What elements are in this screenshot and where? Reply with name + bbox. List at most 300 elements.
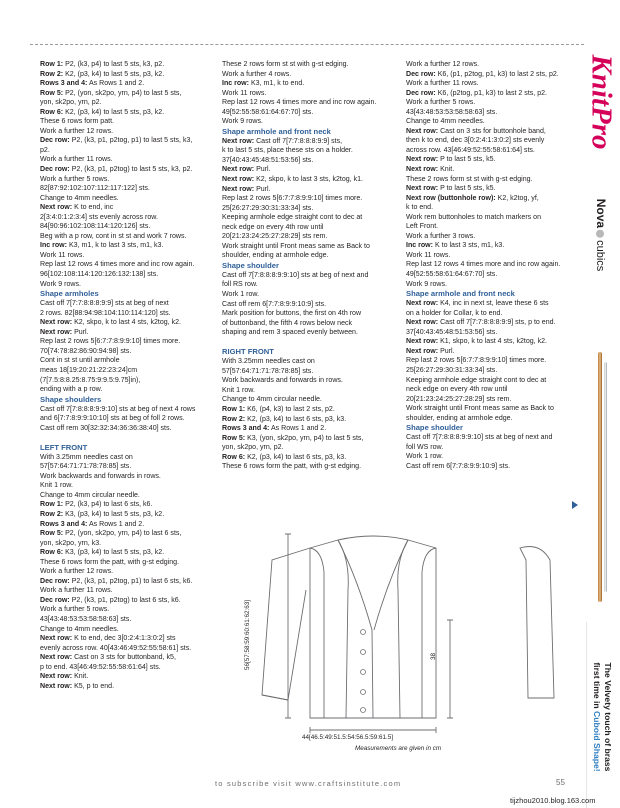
instruction-line	[222, 232, 394, 242]
brand-logo	[586, 32, 616, 172]
row-text: Cast off 7[7:8:8:8:9:9:10] sts at beg of next and	[222, 271, 369, 279]
row-text: Work 11 rows.	[40, 251, 85, 259]
instruction-line	[40, 567, 210, 577]
instruction-line	[40, 98, 210, 108]
row-text: K4, inc in next st, leave these 6 sts	[438, 300, 549, 308]
row-text: Work a further 12 rows.	[40, 568, 114, 576]
row-text: Cast off rem 6[7:7:8:9:9:10:9] sts.	[406, 462, 511, 470]
row-text: ending with a p row.	[40, 386, 103, 394]
row-text: Work a further 5 rows.	[40, 606, 110, 614]
row-text: K2, k2tog, yf,	[495, 194, 539, 202]
row-text: yon, sk2po, yrn, p2.	[222, 444, 284, 452]
instruction-line	[406, 443, 584, 453]
instruction-line	[40, 318, 210, 328]
tagline-line-1: The Velvety touch of brass	[603, 662, 613, 772]
instruction-line	[40, 539, 210, 549]
row-text: Work backwards and forwards in rows.	[40, 472, 161, 480]
row-label: Next row:	[406, 127, 439, 135]
row-label: Dec row:	[40, 596, 70, 604]
knitting-needle-image-2	[604, 362, 607, 592]
row-text: 37[40:43:45:48:51:53:56] sts.	[222, 156, 314, 164]
knitting-needle-image	[598, 352, 602, 602]
instruction-line	[406, 251, 584, 261]
instruction-line	[222, 146, 394, 156]
row-text: Rep last 2 rows 5[6:7:7:8:9:9:10] times more.	[406, 357, 547, 365]
row-text: K2, skpo, k to last 4 sts, k2tog, k2.	[72, 319, 181, 327]
instruction-line	[406, 337, 584, 347]
width-label: 44[46.5:49:51.5:54:56.5:59:61.5]	[302, 734, 394, 741]
row-label: Row 1:	[222, 406, 246, 413]
row-label: Row 6:	[222, 453, 246, 461]
instruction-line	[40, 127, 210, 137]
row-text: Work straight until Front meas same as Back to	[222, 242, 370, 250]
row-text: on a holder for Collar, k to end.	[406, 309, 503, 317]
instruction-line	[222, 89, 394, 99]
row-text: neck edge on every 4th row until	[406, 386, 508, 394]
instruction-line	[406, 404, 584, 414]
instruction-line	[40, 260, 210, 270]
row-text: 37[40:43:45:48:51:53:56] sts.	[406, 328, 498, 336]
instruction-line	[222, 453, 394, 463]
instruction-line	[406, 127, 584, 137]
instruction-line	[406, 414, 584, 424]
instruction-line	[406, 222, 584, 232]
section-heading: Shape shoulder	[406, 423, 463, 433]
instruction-line	[406, 60, 584, 70]
instruction-line	[40, 299, 210, 309]
column-2	[222, 60, 394, 472]
instruction-line	[406, 395, 584, 405]
row-text: and 6[7:7:8:9:9:10:10] sts at beg of foll 2 rows.	[40, 415, 185, 423]
row-text: 2[3:4:0:1:2:3:4] sts evenly across row.	[40, 213, 158, 221]
row-text: Work a further 5 rows.	[406, 99, 476, 107]
button-2	[361, 650, 366, 655]
row-text: Beg with a p row, cont in st st and work 7 rows.	[40, 232, 187, 240]
row-text: 43[43:48:53:53:58:58:63] sts.	[40, 616, 132, 624]
instruction-line	[40, 241, 210, 251]
row-text: evenly across row. 40[43:46:49:52:55:58:61] sts.	[40, 644, 192, 652]
instruction-line	[406, 318, 584, 328]
row-text: These 2 rows form st st with g-st edging.	[406, 175, 533, 183]
row-text: 84[90:96:102:108:114:120:126] sts.	[40, 223, 151, 231]
row-text: K2, (p3, k4) to last 5 sts, p3, k2.	[63, 108, 165, 116]
row-text: 25[26:27:29:30:31:33:34] sts.	[222, 204, 314, 212]
instruction-line	[40, 117, 210, 127]
row-text: Work a further 5 rows.	[40, 175, 110, 183]
row-text: (7[7.5:8:8.25:8.75:9:9.5:9.75]in),	[40, 376, 141, 384]
instruction-line	[40, 194, 210, 204]
row-text: P2, (k3, p1, p2tog, p1) to last 6 sts, k6.	[69, 577, 193, 585]
instruction-line	[222, 98, 394, 108]
row-label: Next row:	[222, 137, 255, 145]
instruction-line	[40, 453, 210, 463]
row-text: K3, m1, k to end.	[249, 80, 305, 88]
row-text: K to end, dec 3[0:2:4:1:3:0:2] sts	[72, 635, 176, 643]
instruction-line	[222, 280, 394, 290]
instruction-line	[40, 615, 210, 625]
row-label: Row 5:	[40, 89, 64, 97]
row-text: K6, (p2tog, p1, k3) to last 2 sts, p2.	[435, 89, 548, 97]
row-text: Work 11 rows.	[406, 251, 451, 259]
instruction-line	[406, 79, 584, 89]
row-text: Rep last 2 rows 5[6:7:7:8:9:9:10] times more.	[222, 195, 363, 203]
row-label: Next row:	[406, 319, 439, 327]
row-label: Next row:	[222, 166, 255, 174]
row-text: P2, (k3, p4) to last 6 sts, k6.	[63, 501, 153, 509]
row-text: Change to 4mm needles.	[406, 118, 485, 126]
row-text: Work a further 3 rows.	[406, 232, 476, 240]
instruction-line	[222, 405, 394, 415]
instruction-line	[40, 280, 210, 290]
instruction-line	[40, 175, 210, 185]
row-label: Dec row:	[406, 89, 436, 97]
row-text: Knit 1 row.	[40, 482, 73, 490]
row-label: Rows 3 and 4:	[40, 520, 88, 528]
row-label: Inc row:	[406, 242, 434, 250]
instruction-line	[406, 270, 584, 280]
instruction-line	[40, 376, 210, 386]
row-text: K to last 3 sts, m1, k3.	[433, 242, 505, 250]
section-heading: Shape armhole and front neck	[222, 126, 331, 136]
row-text: As Rows 1 and 2.	[87, 80, 145, 88]
button-5	[361, 708, 366, 713]
instruction-line	[222, 462, 394, 472]
instruction-line	[40, 529, 210, 539]
row-label: Row 5:	[40, 530, 64, 538]
instruction-line	[40, 548, 210, 558]
instruction-line	[40, 481, 210, 491]
row-text: 2 rows. 82[88:94:98:104:110:114:120] sts.	[40, 309, 171, 317]
instruction-line	[222, 137, 394, 147]
row-text: K2, skpo, k to last 3 sts, k2tog, k1.	[254, 176, 363, 184]
instruction-line	[222, 395, 394, 405]
row-text: Change to 4mm needles.	[40, 625, 119, 633]
instruction-line	[406, 146, 584, 156]
row-text: Left Front.	[406, 223, 439, 231]
instruction-line	[222, 300, 394, 310]
row-text: Work 9 rows.	[406, 280, 447, 288]
row-label: Inc row:	[40, 242, 68, 250]
left-sleeve-outline	[262, 548, 310, 700]
instruction-line	[40, 634, 210, 644]
row-text: K3, (p3, k4) to last 5 sts, p3, k2.	[63, 549, 165, 557]
row-text: K3, (p3, k4) to last 5 sts, p3, k2.	[63, 511, 165, 519]
instruction-line	[40, 596, 210, 606]
instruction-line	[40, 337, 210, 347]
instruction-line	[222, 309, 394, 319]
row-text: P to last 5 sts, k5.	[438, 185, 496, 193]
row-text: 20[21:23:24:25:27:28:29] sts rem.	[406, 395, 512, 403]
subscribe-footer: to subscribe visit www.craftsinstitute.com	[215, 779, 402, 788]
instruction-line	[406, 194, 584, 204]
instruction-line	[40, 347, 210, 357]
row-text: yon, sk2po, yrn, p2.	[40, 99, 102, 107]
row-text: 49[52:55:58:61:64:67:70] sts.	[222, 108, 314, 116]
row-text: With 3.25mm needles cast on	[40, 453, 133, 461]
instruction-line	[222, 156, 394, 166]
button-3	[361, 670, 366, 675]
row-label: Row 6:	[40, 108, 64, 116]
row-label: Rows 3 and 4:	[222, 425, 270, 433]
instruction-line	[222, 415, 394, 425]
instruction-line	[406, 241, 584, 251]
instruction-line	[40, 270, 210, 280]
instruction-line	[222, 165, 394, 175]
section-heading: Shape armhole and front neck	[406, 289, 515, 299]
instruction-line	[406, 376, 584, 386]
row-text: Work a further 11 rows.	[40, 156, 113, 164]
row-label: Dec row:	[40, 577, 70, 585]
row-text: As Rows 1 and 2.	[87, 520, 145, 528]
row-label: Dec row:	[406, 70, 436, 78]
instruction-line	[40, 520, 210, 530]
button-4	[361, 690, 366, 695]
front-opening	[372, 630, 373, 718]
instruction-line	[40, 462, 210, 472]
spacer	[40, 433, 210, 443]
instruction-line	[40, 203, 210, 213]
instruction-line	[406, 165, 584, 175]
instruction-line	[406, 203, 584, 213]
row-text: P2, (k3, p1, p2tog) to last 6 sts, k6.	[69, 596, 181, 604]
instruction-line	[222, 213, 394, 223]
instruction-line	[40, 385, 210, 395]
cardigan-drawing	[250, 520, 570, 770]
left-front-outline	[310, 540, 348, 718]
row-text: Cast off 7[7:8:8:8:9:9:10] sts at beg of next and	[406, 434, 553, 442]
right-sleeve-outline	[520, 547, 554, 699]
row-text: 57[57:64:71:71:78:78:85] sts.	[40, 463, 132, 471]
instruction-line	[222, 60, 394, 70]
row-text: 43[43:48:53:53:58:58:63] sts.	[406, 108, 498, 116]
row-text: These 6 rows form the patt, with g-st edging.	[40, 558, 180, 566]
row-text: p2.	[40, 146, 50, 154]
row-label: Inc row:	[222, 80, 250, 88]
instruction-line	[40, 251, 210, 261]
instruction-line	[222, 434, 394, 444]
row-label: Next row:	[406, 156, 439, 164]
instruction-line	[406, 260, 584, 270]
row-text: Cast off 7[7:7:8:8:8:9:9] sts, p to end.	[438, 319, 556, 327]
instruction-line	[222, 443, 394, 453]
instruction-line	[40, 586, 210, 596]
instruction-line	[222, 328, 394, 338]
row-label: Next row:	[40, 635, 73, 643]
row-text: Work 1 row.	[222, 291, 260, 299]
row-text: Cast on 3 sts for buttonhole band,	[438, 127, 546, 135]
instruction-line	[222, 424, 394, 434]
button-1	[361, 630, 366, 635]
instruction-line	[222, 319, 394, 329]
row-text: These 2 rows form st st with g-st edging.	[222, 61, 349, 68]
series-cubics: cubics	[594, 240, 606, 272]
instruction-line	[222, 376, 394, 386]
row-text: Purl.	[254, 166, 271, 174]
instruction-line	[40, 472, 210, 482]
right-armhole	[422, 548, 436, 718]
instruction-line	[40, 79, 210, 89]
row-text: Rep last 12 rows 4 times more and inc row again.	[222, 99, 377, 107]
row-text: K2, (p3, k4) to last 5 sts, p3, k2.	[63, 70, 165, 78]
row-text: 20[21:23:24:25:27:28:29] sts rem.	[222, 233, 328, 241]
row-label: Next row:	[222, 176, 255, 184]
row-text: k to end.	[406, 204, 434, 212]
section-heading: RIGHT FRONT	[222, 347, 274, 357]
row-text: foll RS row.	[222, 281, 258, 289]
row-text: Work rem buttonholes to match markers on	[406, 213, 541, 221]
row-text: These 6 rows form the patt, with g-st edging.	[222, 463, 362, 471]
row-label: Next row:	[40, 682, 73, 690]
instruction-line	[40, 510, 210, 520]
row-text: 57[57:64:71:71:78:78:85] sts.	[222, 367, 314, 375]
instruction-line	[406, 89, 584, 99]
instruction-line	[40, 70, 210, 80]
section-heading: LEFT FRONT	[40, 442, 88, 452]
row-text: Work 1 row.	[406, 453, 444, 461]
instruction-line	[406, 462, 584, 472]
instruction-line	[40, 424, 210, 434]
row-text: P2, (k3, p4) to last 5 sts, k3, p2.	[63, 61, 165, 68]
column-1	[40, 60, 210, 691]
garment-schematic	[244, 520, 570, 770]
row-text: p to end. 43[46:49:52:55:58:61:64] sts.	[40, 663, 161, 671]
row-text: P2, (k3, p1, p2tog, p1) to last 5 sts, k3,	[69, 137, 193, 145]
instruction-line	[222, 357, 394, 367]
instruction-line	[222, 108, 394, 118]
row-label: Next row:	[406, 166, 439, 174]
row-text: 25[26:27:29:30:31:33:34] sts.	[406, 366, 498, 374]
row-text: 82[87:92:102:107:112:117:122] sts.	[40, 185, 150, 193]
instruction-line	[222, 194, 394, 204]
instruction-line	[222, 367, 394, 377]
row-label: Dec row:	[40, 166, 70, 174]
continue-arrow-icon	[572, 501, 578, 509]
instruction-line	[222, 223, 394, 233]
section-heading: Shape armholes	[40, 289, 99, 299]
row-label: Row 6:	[40, 549, 64, 557]
row-text: foll WS row.	[406, 443, 444, 451]
instruction-line	[40, 184, 210, 194]
row-label: Next row:	[40, 654, 73, 662]
row-text: Rep last 12 rows 4 times more and inc row again.	[40, 261, 195, 269]
instruction-line	[40, 500, 210, 510]
instruction-line	[406, 328, 584, 338]
row-text: Work backwards and forwards in rows.	[222, 377, 343, 385]
instruction-line	[40, 146, 210, 156]
instruction-line	[40, 136, 210, 146]
instruction-line	[40, 682, 210, 692]
row-text: Purl.	[254, 185, 271, 193]
row-label: Next row:	[40, 673, 73, 681]
row-text: These 6 rows form patt.	[40, 118, 115, 126]
row-text: shaping and rem 3 spaced evenly between.	[222, 329, 358, 337]
row-text: Cast off 7[7:8:8:8:9:9:10] sts at beg of next 4 rows	[40, 405, 196, 413]
instruction-line	[40, 232, 210, 242]
instruction-line	[222, 386, 394, 396]
instruction-line	[40, 405, 210, 415]
instruction-line	[40, 108, 210, 118]
row-text: K2, (p3, k4) to last 6 sts, p3, k3.	[245, 453, 347, 461]
row-text: 96[102:108:114:120:126:132:138] sts.	[40, 271, 159, 279]
row-text: P to last 5 sts, k5.	[438, 156, 496, 164]
instruction-line	[406, 309, 584, 319]
tagline-line-2-prefix: first time in	[592, 662, 602, 712]
row-text: Keeping armhole edge straight cont to dec at	[406, 376, 547, 384]
row-label: Next row:	[40, 319, 73, 327]
row-text: Work straight until Front meas same as Back to	[406, 405, 554, 413]
instruction-line	[40, 328, 210, 338]
instruction-line	[40, 155, 210, 165]
row-text: As Rows 1 and 2.	[269, 425, 327, 433]
instruction-line	[406, 280, 584, 290]
row-label: Row 1:	[40, 61, 64, 68]
cube-icon	[596, 230, 604, 238]
row-text: K3, m1, k to last 3 sts, m1, k3.	[67, 242, 164, 250]
instruction-line	[406, 117, 584, 127]
instruction-line	[406, 213, 584, 223]
instruction-line	[222, 117, 394, 127]
instruction-line	[406, 366, 584, 376]
instruction-line	[40, 663, 210, 673]
series-logo	[586, 180, 616, 290]
instruction-line	[222, 79, 394, 89]
instruction-line	[406, 433, 584, 443]
row-text: Work 11 rows.	[222, 89, 267, 97]
row-text: Rep last 12 rows 4 times more and inc row again.	[406, 261, 561, 269]
instruction-line	[40, 60, 210, 70]
column-3	[406, 60, 584, 471]
collar-left	[338, 540, 372, 630]
instruction-line	[406, 136, 584, 146]
row-text: Change to 4mm circular needle.	[222, 396, 322, 404]
row-text: Purl.	[438, 347, 455, 355]
instruction-line	[406, 175, 584, 185]
instruction-line	[40, 672, 210, 682]
row-text: K1, skpo, k to last 4 sts, k2tog, k2.	[438, 338, 547, 346]
instruction-line	[406, 452, 584, 462]
row-text: Knit 1 row.	[222, 386, 255, 394]
row-label: Next row:	[222, 185, 255, 193]
row-text: Cast off 7[7:7:8:8:8:9:9] sts,	[254, 137, 343, 145]
spacer	[222, 338, 394, 348]
instruction-line	[222, 242, 394, 252]
row-text: 70[74:78:82:86:90:94:98] sts.	[40, 347, 132, 355]
series-nova: Nova	[594, 198, 608, 229]
row-label: Next row:	[406, 347, 439, 355]
row-text: K to end, inc	[72, 204, 114, 212]
brand-name: KnitPro	[585, 54, 618, 150]
height-label: 56[57:58:59:60:61:62:63]	[244, 599, 251, 670]
instruction-line	[40, 414, 210, 424]
row-text: shoulder, ending at armhole edge.	[406, 414, 513, 422]
sleeve-length-label: 38	[430, 652, 437, 660]
row-text: Work 9 rows.	[222, 118, 263, 126]
instruction-line	[40, 213, 210, 223]
row-text: With 3.25mm needles cast on	[222, 358, 315, 366]
instruction-line	[406, 385, 584, 395]
watermark: tijzhou2010.blog.163.com	[510, 796, 596, 805]
row-text: Change to 4mm needles.	[40, 194, 119, 202]
row-text: Work 9 rows.	[40, 280, 81, 288]
section-heading: Shape shoulders	[40, 394, 102, 404]
top-dashed-rule	[30, 44, 584, 45]
instruction-line	[40, 165, 210, 175]
instruction-line	[40, 222, 210, 232]
row-text: Cast off 7[7:7:8:8:8:9:9] sts at beg of next	[40, 300, 169, 308]
right-front-outline	[398, 540, 436, 718]
row-label: Row 2:	[222, 415, 246, 423]
row-text: Purl.	[72, 328, 89, 336]
